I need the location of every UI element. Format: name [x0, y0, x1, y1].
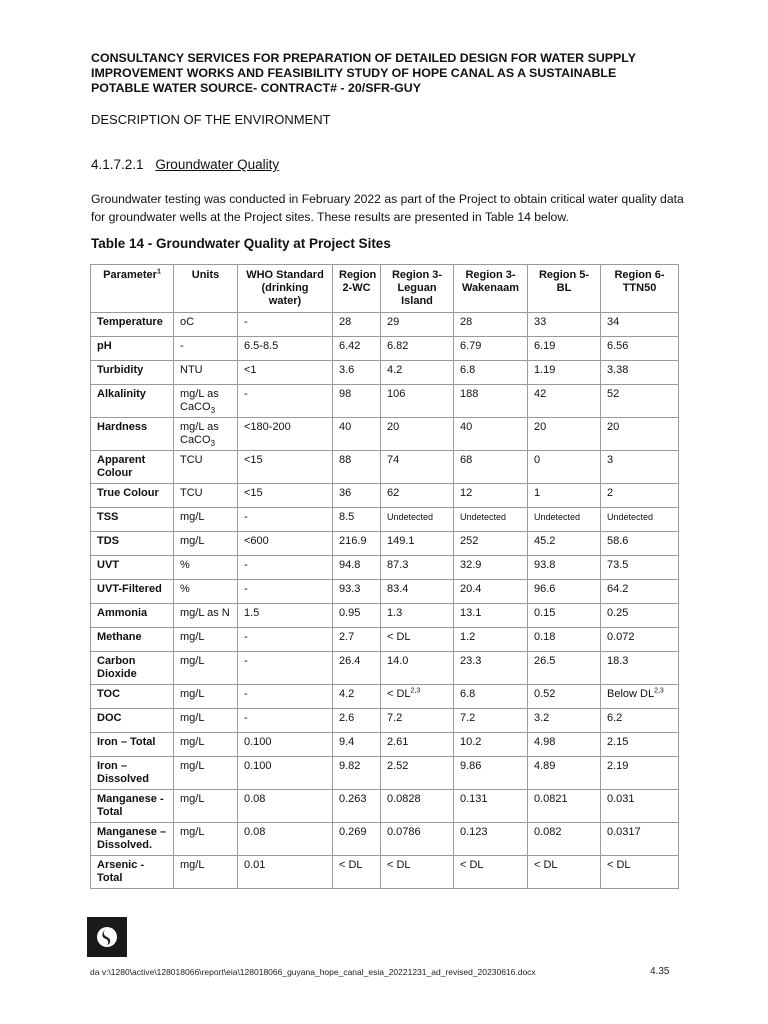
- cell-region-6: 58.6: [601, 532, 679, 556]
- cell-parameter: Hardness: [91, 418, 174, 451]
- cell-who-standard: 0.01: [238, 856, 333, 889]
- table-row: [91, 856, 679, 889]
- cell-parameter: Turbidity: [91, 361, 174, 385]
- table-row: [91, 418, 679, 451]
- cell-region-3-leguan: 87.3: [381, 556, 454, 580]
- cell-region-3-leguan: 1.3: [381, 604, 454, 628]
- cell-region-6: 0.072: [601, 628, 679, 652]
- cell-region-2: 98: [333, 385, 381, 418]
- cell-region-2: 6.42: [333, 337, 381, 361]
- cell-region-3-leguan: 0.0828: [381, 790, 454, 823]
- cell-region-2: 0.95: [333, 604, 381, 628]
- groundwater-quality-table: [90, 264, 679, 889]
- cell-region-3-leguan: < DL$^{2,3}$: [381, 685, 454, 709]
- cell-parameter: pH: [91, 337, 174, 361]
- cell-region-2: 9.82: [333, 757, 381, 790]
- cell-region-3-wakenaam: 13.1: [454, 604, 528, 628]
- cell-region-3-leguan: 62: [381, 484, 454, 508]
- table-row: [91, 508, 679, 532]
- cell-who-standard: -: [238, 508, 333, 532]
- cell-region-5: Undetected: [528, 508, 601, 532]
- header-who-standard: WHO Standard (drinking water): [238, 265, 333, 313]
- cell-parameter: Ammonia: [91, 604, 174, 628]
- intro-paragraph: Groundwater testing was conducted in February 2022 as part of the Project to obtain critical water quality data for groundwater wells at the Project sites. These results are presented in Table 14 below.: [91, 192, 684, 224]
- cell-region-6: 20: [601, 418, 679, 451]
- cell-region-2: 0.263: [333, 790, 381, 823]
- cell-region-3-leguan: 74: [381, 451, 454, 484]
- cell-region-3-wakenaam: 32.9: [454, 556, 528, 580]
- cell-region-3-wakenaam: 68: [454, 451, 528, 484]
- table-row: [91, 556, 679, 580]
- cell-region-3-wakenaam: 6.79: [454, 337, 528, 361]
- cell-region-6: 3: [601, 451, 679, 484]
- section-label: DESCRIPTION OF THE ENVIRONMENT: [91, 112, 331, 127]
- cell-units: mg/L as N: [174, 604, 238, 628]
- cell-who-standard: <15: [238, 484, 333, 508]
- cell-region-3-wakenaam: 6.8: [454, 361, 528, 385]
- table-row: [91, 685, 679, 709]
- header-region-2: Region 2-WC: [333, 265, 381, 313]
- cell-region-5: 4.89: [528, 757, 601, 790]
- header-line-2: IMPROVEMENT WORKS AND FEASIBILITY STUDY OF HOPE CANAL AS A SUSTAINABLE: [91, 66, 617, 80]
- cell-region-6: 2: [601, 484, 679, 508]
- company-logo-icon: [95, 925, 119, 949]
- cell-region-6: 6.2: [601, 709, 679, 733]
- cell-who-standard: -: [238, 385, 333, 418]
- cell-region-3-wakenaam: 28: [454, 313, 528, 337]
- header-parameter: Parameter$^1$: [91, 265, 174, 313]
- cell-region-3-leguan: 106: [381, 385, 454, 418]
- cell-region-5: < DL: [528, 856, 601, 889]
- table-row: [91, 532, 679, 556]
- cell-units: mg/L: [174, 823, 238, 856]
- table-caption: Table 14 - Groundwater Quality at Project Sites: [91, 236, 391, 251]
- cell-region-3-leguan: 83.4: [381, 580, 454, 604]
- cell-parameter: True Colour: [91, 484, 174, 508]
- cell-parameter: UVT-Filtered: [91, 580, 174, 604]
- cell-units: mg/L: [174, 790, 238, 823]
- cell-region-2: 93.3: [333, 580, 381, 604]
- cell-region-5: 0.18: [528, 628, 601, 652]
- cell-region-2: 3.6: [333, 361, 381, 385]
- sub-heading-title: Groundwater Quality: [155, 157, 280, 172]
- cell-who-standard: 0.100: [238, 733, 333, 757]
- cell-region-3-leguan: 20: [381, 418, 454, 451]
- cell-region-6: 2.15: [601, 733, 679, 757]
- cell-units: -: [174, 337, 238, 361]
- cell-parameter: Carbon Dioxide: [91, 652, 174, 685]
- cell-region-2: 2.6: [333, 709, 381, 733]
- cell-region-2: 2.7: [333, 628, 381, 652]
- cell-units: %: [174, 556, 238, 580]
- cell-who-standard: 6.5-8.5: [238, 337, 333, 361]
- cell-region-3-wakenaam: 40: [454, 418, 528, 451]
- cell-region-3-leguan: 4.2: [381, 361, 454, 385]
- cell-parameter: Apparent Colour: [91, 451, 174, 484]
- table-row: [91, 757, 679, 790]
- cell-units: mg/L: [174, 532, 238, 556]
- cell-region-6: 0.25: [601, 604, 679, 628]
- header-units: Units: [174, 265, 238, 313]
- cell-region-3-leguan: < DL: [381, 628, 454, 652]
- cell-parameter: TDS: [91, 532, 174, 556]
- cell-region-3-wakenaam: 6.8: [454, 685, 528, 709]
- cell-parameter: TOC: [91, 685, 174, 709]
- cell-region-2: 94.8: [333, 556, 381, 580]
- cell-region-2: 36: [333, 484, 381, 508]
- cell-who-standard: 1.5: [238, 604, 333, 628]
- footer-file-path: da v:\1280\active\128018066\report\eia\128018066_guyana_hope_canal_esia_20221231_ad_revised_20230616.docx: [90, 967, 536, 977]
- cell-region-3-leguan: < DL: [381, 856, 454, 889]
- cell-parameter: DOC: [91, 709, 174, 733]
- cell-region-2: 26.4: [333, 652, 381, 685]
- cell-region-5: 96.6: [528, 580, 601, 604]
- cell-region-6: 6.56: [601, 337, 679, 361]
- cell-parameter: Iron – Total: [91, 733, 174, 757]
- cell-region-3-wakenaam: 0.131: [454, 790, 528, 823]
- table-row: [91, 337, 679, 361]
- cell-units: mg/L: [174, 685, 238, 709]
- cell-who-standard: <180-200: [238, 418, 333, 451]
- table-row: [91, 790, 679, 823]
- table-row: [91, 604, 679, 628]
- cell-region-3-wakenaam: Undetected: [454, 508, 528, 532]
- cell-parameter: UVT: [91, 556, 174, 580]
- cell-region-2: 8.5: [333, 508, 381, 532]
- cell-region-3-leguan: 149.1: [381, 532, 454, 556]
- table-row: [91, 823, 679, 856]
- table-row: [91, 451, 679, 484]
- cell-region-3-wakenaam: 7.2: [454, 709, 528, 733]
- cell-parameter: Methane: [91, 628, 174, 652]
- table-row: [91, 580, 679, 604]
- cell-parameter: Manganese - Total: [91, 790, 174, 823]
- cell-region-3-wakenaam: 12: [454, 484, 528, 508]
- header-line-3: POTABLE WATER SOURCE- CONTRACT# - 20/SFR-GUY: [91, 81, 421, 95]
- cell-units: NTU: [174, 361, 238, 385]
- cell-region-6: 18.3: [601, 652, 679, 685]
- cell-region-3-leguan: 7.2: [381, 709, 454, 733]
- cell-region-3-wakenaam: 252: [454, 532, 528, 556]
- cell-units: %: [174, 580, 238, 604]
- cell-region-3-leguan: 2.61: [381, 733, 454, 757]
- cell-region-2: 4.2: [333, 685, 381, 709]
- cell-region-3-leguan: 14.0: [381, 652, 454, 685]
- cell-region-3-leguan: 6.82: [381, 337, 454, 361]
- cell-region-5: 4.98: [528, 733, 601, 757]
- cell-region-5: 0: [528, 451, 601, 484]
- cell-parameter: Alkalinity: [91, 385, 174, 418]
- cell-parameter: Arsenic - Total: [91, 856, 174, 889]
- cell-region-5: 0.52: [528, 685, 601, 709]
- cell-region-5: 0.082: [528, 823, 601, 856]
- cell-parameter: Iron – Dissolved: [91, 757, 174, 790]
- table-header-row: [91, 265, 679, 313]
- cell-region-3-wakenaam: 10.2: [454, 733, 528, 757]
- footer-page-number: 4.35: [650, 966, 670, 977]
- cell-region-6: Below DL$^{2,3}$: [601, 685, 679, 709]
- cell-region-3-wakenaam: 9.86: [454, 757, 528, 790]
- header-region-6: Region 6- TTN50: [601, 265, 679, 313]
- cell-region-6: < DL: [601, 856, 679, 889]
- cell-region-2: < DL: [333, 856, 381, 889]
- table-body: [91, 313, 679, 889]
- cell-region-5: 1.19: [528, 361, 601, 385]
- cell-region-3-wakenaam: 20.4: [454, 580, 528, 604]
- table-row: [91, 628, 679, 652]
- cell-units: TCU: [174, 484, 238, 508]
- sub-heading-number: 4.1.7.2.1: [91, 157, 144, 172]
- cell-region-6: 73.5: [601, 556, 679, 580]
- cell-region-6: 0.031: [601, 790, 679, 823]
- cell-who-standard: 0.08: [238, 790, 333, 823]
- cell-who-standard: -: [238, 313, 333, 337]
- cell-units: mg/L: [174, 733, 238, 757]
- cell-who-standard: <15: [238, 451, 333, 484]
- cell-region-5: 26.5: [528, 652, 601, 685]
- cell-who-standard: <1: [238, 361, 333, 385]
- cell-units: mg/L: [174, 508, 238, 532]
- cell-who-standard: 0.08: [238, 823, 333, 856]
- cell-who-standard: -: [238, 556, 333, 580]
- cell-who-standard: -: [238, 685, 333, 709]
- sub-heading: [91, 157, 279, 172]
- cell-region-2: 0.269: [333, 823, 381, 856]
- cell-parameter: Manganese – Dissolved.: [91, 823, 174, 856]
- cell-who-standard: -: [238, 580, 333, 604]
- header-region-5: Region 5- BL: [528, 265, 601, 313]
- cell-region-3-wakenaam: < DL: [454, 856, 528, 889]
- table-row: [91, 709, 679, 733]
- cell-region-5: 0.0821: [528, 790, 601, 823]
- cell-region-5: 42: [528, 385, 601, 418]
- table-row: [91, 652, 679, 685]
- cell-units: mg/L: [174, 628, 238, 652]
- cell-region-3-leguan: 0.0786: [381, 823, 454, 856]
- cell-region-3-wakenaam: 188: [454, 385, 528, 418]
- cell-region-5: 93.8: [528, 556, 601, 580]
- cell-region-2: 88: [333, 451, 381, 484]
- cell-region-5: 6.19: [528, 337, 601, 361]
- cell-region-6: 3.38: [601, 361, 679, 385]
- cell-units: mg/L: [174, 709, 238, 733]
- cell-region-2: 40: [333, 418, 381, 451]
- cell-units: oC: [174, 313, 238, 337]
- cell-units: mg/L: [174, 757, 238, 790]
- cell-parameter: TSS: [91, 508, 174, 532]
- cell-who-standard: 0.100: [238, 757, 333, 790]
- cell-units: TCU: [174, 451, 238, 484]
- document-header: [91, 51, 691, 96]
- header-region-3-leguan: Region 3- Leguan Island: [381, 265, 454, 313]
- cell-region-5: 0.15: [528, 604, 601, 628]
- table-row: [91, 313, 679, 337]
- cell-region-5: 45.2: [528, 532, 601, 556]
- company-logo: [87, 917, 127, 957]
- cell-who-standard: -: [238, 709, 333, 733]
- cell-region-5: 33: [528, 313, 601, 337]
- cell-region-3-wakenaam: 0.123: [454, 823, 528, 856]
- cell-region-6: 2.19: [601, 757, 679, 790]
- cell-region-5: 1: [528, 484, 601, 508]
- header-region-3-wakenaam: Region 3- Wakenaam: [454, 265, 528, 313]
- cell-region-3-leguan: 29: [381, 313, 454, 337]
- cell-region-3-wakenaam: 23.3: [454, 652, 528, 685]
- cell-region-3-wakenaam: 1.2: [454, 628, 528, 652]
- table-row: [91, 733, 679, 757]
- cell-region-5: 3.2: [528, 709, 601, 733]
- table-row: [91, 361, 679, 385]
- cell-region-6: 64.2: [601, 580, 679, 604]
- cell-region-3-leguan: Undetected: [381, 508, 454, 532]
- cell-region-5: 20: [528, 418, 601, 451]
- cell-region-6: 52: [601, 385, 679, 418]
- cell-region-3-leguan: 2.52: [381, 757, 454, 790]
- cell-region-6: 34: [601, 313, 679, 337]
- cell-region-2: 216.9: [333, 532, 381, 556]
- cell-who-standard: -: [238, 652, 333, 685]
- cell-parameter: Temperature: [91, 313, 174, 337]
- table-row: [91, 484, 679, 508]
- cell-units: mg/L as CaCO$_3$: [174, 418, 238, 451]
- cell-who-standard: <600: [238, 532, 333, 556]
- cell-region-2: 9.4: [333, 733, 381, 757]
- cell-units: mg/L: [174, 856, 238, 889]
- table-row: [91, 385, 679, 418]
- cell-units: mg/L as CaCO$_3$: [174, 385, 238, 418]
- cell-region-6: Undetected: [601, 508, 679, 532]
- header-line-1: CONSULTANCY SERVICES FOR PREPARATION OF DETAILED DESIGN FOR WATER SUPPLY: [91, 51, 637, 65]
- cell-units: mg/L: [174, 652, 238, 685]
- cell-region-2: 28: [333, 313, 381, 337]
- cell-who-standard: -: [238, 628, 333, 652]
- cell-region-6: 0.0317: [601, 823, 679, 856]
